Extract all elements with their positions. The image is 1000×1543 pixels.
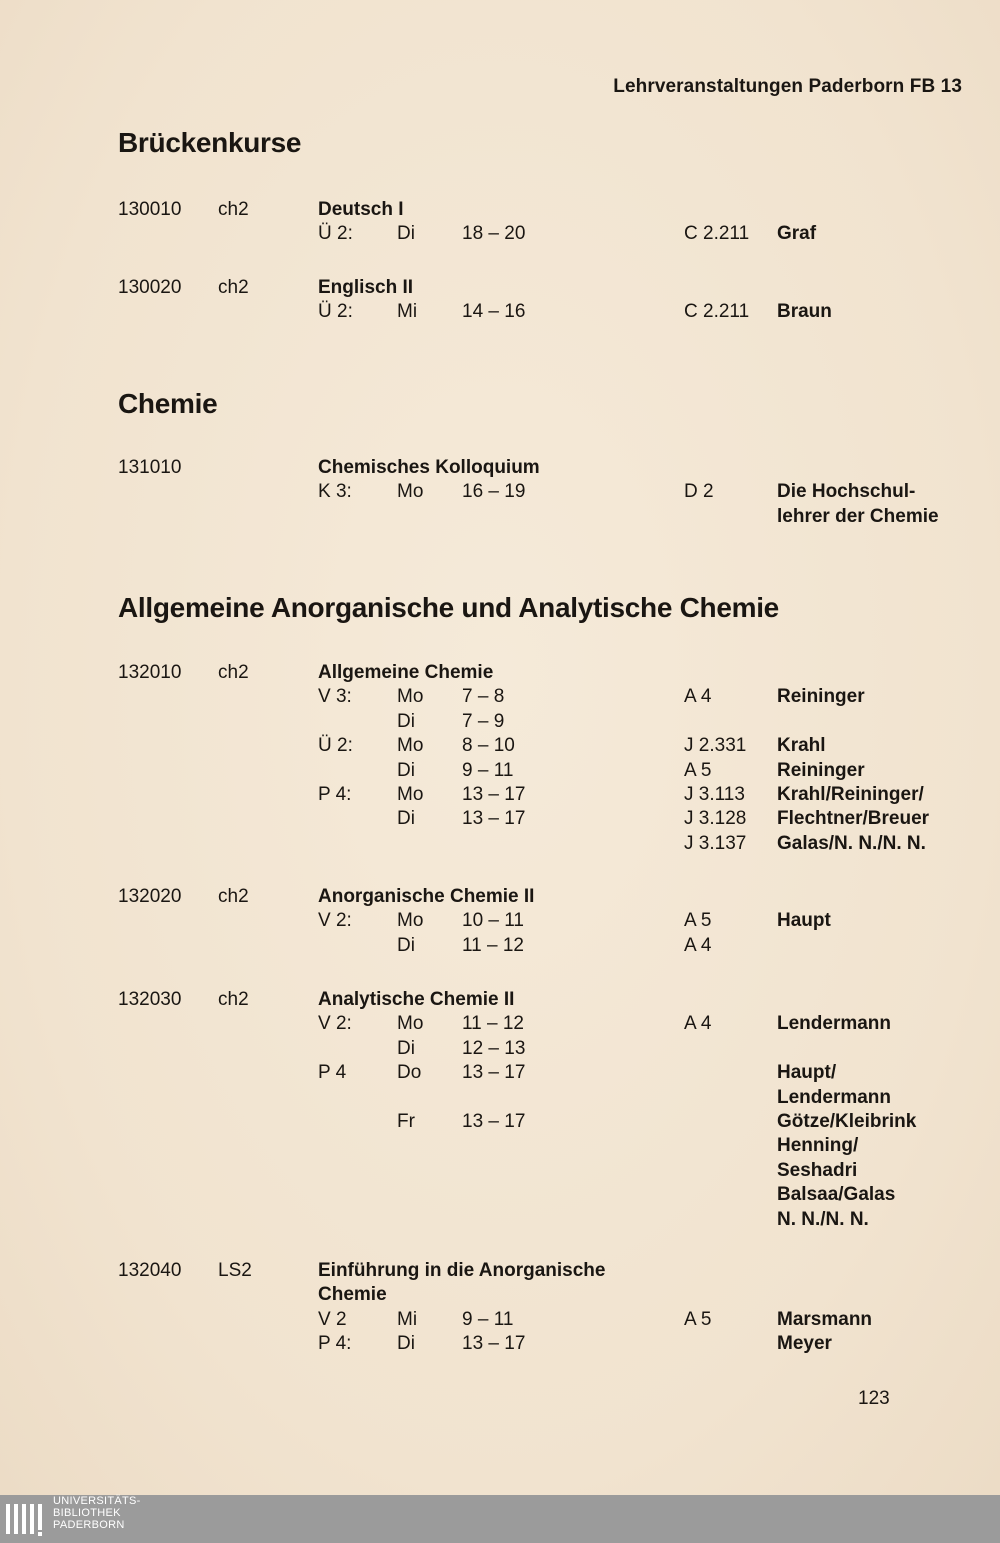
session-type: V 2:: [318, 910, 352, 932]
session-room: A 4: [684, 1013, 712, 1035]
session-time: 13 – 17: [462, 1333, 526, 1355]
course-title-continuation: [0, 1283, 1000, 1307]
session-day: Di: [397, 759, 415, 781]
session-lecturer: Reininger: [777, 759, 865, 781]
session-lecturer: Krahl/Reininger/: [777, 783, 924, 805]
library-footer-bar: [0, 1495, 1000, 1543]
session-room: A 5: [684, 1308, 712, 1330]
course-head-line: [0, 885, 1000, 909]
schedule-row: [0, 832, 1000, 856]
course-130020: [0, 276, 1000, 325]
section-title-brueckenkurse: Brückenkurse: [118, 127, 302, 158]
session-day: Fr: [397, 1110, 415, 1132]
course-head-line: [0, 1259, 1000, 1283]
session-time: 11 – 12: [462, 1013, 524, 1035]
schedule-row: [0, 1332, 1000, 1356]
session-room: J 3.113: [684, 783, 745, 805]
schedule-row: [0, 1110, 1000, 1134]
schedule-row: [0, 1183, 1000, 1207]
session-type: Ü 2:: [318, 735, 353, 757]
session-day: Mo: [397, 783, 424, 805]
session-day: Mi: [397, 301, 418, 323]
session-lecturer: Haupt/: [777, 1062, 837, 1084]
session-room: D 2: [684, 481, 714, 503]
session-time: 8 – 10: [462, 735, 515, 757]
section-title-chemie: Chemie: [118, 388, 218, 419]
session-lecturer: Lendermann: [777, 1086, 892, 1108]
session-time: 13 – 17: [462, 1110, 526, 1132]
course-title: Anorganische Chemie II: [318, 886, 535, 907]
session-day: Di: [397, 808, 415, 830]
course-132030: [0, 988, 1000, 1232]
session-room: A 5: [684, 759, 712, 781]
course-number: 131010: [118, 457, 182, 478]
course-number: 132020: [118, 886, 182, 907]
session-room: A 5: [684, 910, 712, 932]
schedule-row: [0, 934, 1000, 958]
course-132040: [0, 1259, 1000, 1357]
course-code: ch2: [218, 277, 249, 298]
session-lecturer: Seshadri: [777, 1159, 858, 1181]
library-name-line: BIBLIOTHEK: [53, 1507, 121, 1519]
session-lecturer: Balsaa/Galas: [777, 1184, 896, 1206]
session-lecturer: Lendermann: [777, 1013, 892, 1035]
schedule-row: [0, 685, 1000, 709]
schedule-row: [0, 1037, 1000, 1061]
session-time: 18 – 20: [462, 223, 526, 245]
session-day: Do: [397, 1062, 422, 1084]
session-day: Di: [397, 710, 415, 732]
course-title: Einführung in die Anorganische: [318, 1260, 606, 1281]
library-name-line: UNIVERSITÄTS-: [53, 1495, 141, 1507]
course-132020: [0, 885, 1000, 958]
session-day: Mo: [397, 910, 424, 932]
session-lecturer: Galas/N. N./N. N.: [777, 832, 926, 854]
course-code: ch2: [218, 662, 249, 683]
session-type: V 3:: [318, 686, 352, 708]
session-type: Ü 2:: [318, 301, 353, 323]
session-time: 12 – 13: [462, 1037, 526, 1059]
schedule-row: [0, 480, 1000, 504]
session-day: Mo: [397, 1013, 424, 1035]
session-lecturer: Marsmann: [777, 1308, 873, 1330]
schedule-row: [0, 1134, 1000, 1158]
schedule-row: [0, 1086, 1000, 1110]
session-day: Di: [397, 934, 415, 956]
session-room: A 4: [684, 934, 712, 956]
session-room: J 3.137: [684, 832, 747, 854]
session-lecturer: Krahl: [777, 735, 826, 757]
session-lecturer: Reininger: [777, 686, 865, 708]
library-name: [53, 1495, 141, 1531]
session-day: Di: [397, 1037, 415, 1059]
session-time: 13 – 17: [462, 808, 526, 830]
session-time: 7 – 8: [462, 686, 505, 708]
session-room: J 3.128: [684, 808, 747, 830]
course-title: Chemie: [318, 1284, 387, 1306]
course-head-line: [0, 456, 1000, 480]
course-code: ch2: [218, 989, 249, 1010]
course-title: Englisch II: [318, 277, 414, 298]
session-time: 13 – 17: [462, 783, 526, 805]
section-title-anorganische-analytische: Allgemeine Anorganische und Analytische Chemie: [118, 592, 779, 623]
session-day: Di: [397, 1333, 415, 1355]
course-title: Deutsch I: [318, 199, 404, 220]
session-day: Mo: [397, 735, 424, 757]
course-number: 130010: [118, 199, 182, 220]
session-type: P 4: [318, 1062, 347, 1084]
running-head: Lehrveranstaltungen Paderborn FB 13: [613, 76, 962, 97]
schedule-row: [0, 710, 1000, 734]
session-lecturer: Die Hochschul-: [777, 481, 916, 503]
course-title: Chemisches Kolloquium: [318, 457, 540, 478]
session-day: Mo: [397, 686, 424, 708]
course-132010: [0, 661, 1000, 856]
session-time: 13 – 17: [462, 1062, 526, 1084]
page-number: 123: [858, 1388, 890, 1409]
session-lecturer: Graf: [777, 223, 817, 245]
session-type: P 4:: [318, 1333, 352, 1355]
schedule-row: [0, 222, 1000, 246]
session-room: C 2.211: [684, 223, 750, 245]
schedule-row: [0, 807, 1000, 831]
session-type: V 2:: [318, 1013, 352, 1035]
course-head-line: [0, 661, 1000, 685]
schedule-row: [0, 1159, 1000, 1183]
session-time: 14 – 16: [462, 301, 526, 323]
session-lecturer: Haupt: [777, 910, 831, 932]
session-time: 16 – 19: [462, 481, 526, 503]
course-code: ch2: [218, 886, 249, 907]
session-lecturer: Flechtner/Breuer: [777, 808, 930, 830]
session-day: Di: [397, 223, 415, 245]
schedule-row: [0, 759, 1000, 783]
course-title: Allgemeine Chemie: [318, 662, 494, 683]
course-code: ch2: [218, 199, 249, 220]
course-130010: [0, 198, 1000, 247]
session-time: 11 – 12: [462, 934, 524, 956]
session-time: 9 – 11: [462, 1308, 514, 1330]
library-logo-icon: [4, 1498, 50, 1538]
schedule-row: [0, 300, 1000, 324]
session-room: C 2.211: [684, 301, 750, 323]
course-number: 130020: [118, 277, 182, 298]
session-lecturer: Henning/: [777, 1135, 859, 1157]
course-number: 132010: [118, 662, 182, 683]
course-131010: [0, 456, 1000, 529]
course-head-line: [0, 198, 1000, 222]
session-day: Mo: [397, 481, 424, 503]
session-room: A 4: [684, 686, 712, 708]
schedule-row: [0, 1208, 1000, 1232]
session-type: V 2: [318, 1308, 347, 1330]
course-title: Analytische Chemie II: [318, 989, 515, 1010]
library-name-line: PADERBORN: [53, 1519, 125, 1531]
schedule-row: [0, 1061, 1000, 1085]
course-code: LS2: [218, 1260, 252, 1281]
session-lecturer: N. N./N. N.: [777, 1208, 869, 1230]
schedule-row: [0, 1308, 1000, 1332]
course-number: 132040: [118, 1260, 182, 1281]
session-type: K 3:: [318, 481, 352, 503]
schedule-row: [0, 909, 1000, 933]
session-lecturer: lehrer der Chemie: [777, 505, 939, 527]
schedule-row: [0, 505, 1000, 529]
course-head-line: [0, 988, 1000, 1012]
session-time: 9 – 11: [462, 759, 514, 781]
course-head-line: [0, 276, 1000, 300]
session-time: 7 – 9: [462, 710, 505, 732]
schedule-row: [0, 734, 1000, 758]
session-day: Mi: [397, 1308, 418, 1330]
session-time: 10 – 11: [462, 910, 524, 932]
schedule-row: [0, 1012, 1000, 1036]
session-type: P 4:: [318, 783, 352, 805]
session-room: J 2.331: [684, 735, 747, 757]
session-lecturer: Braun: [777, 301, 832, 323]
schedule-row: [0, 783, 1000, 807]
session-lecturer: Götze/Kleibrink: [777, 1110, 917, 1132]
course-number: 132030: [118, 989, 182, 1010]
session-type: Ü 2:: [318, 223, 353, 245]
session-lecturer: Meyer: [777, 1333, 832, 1355]
